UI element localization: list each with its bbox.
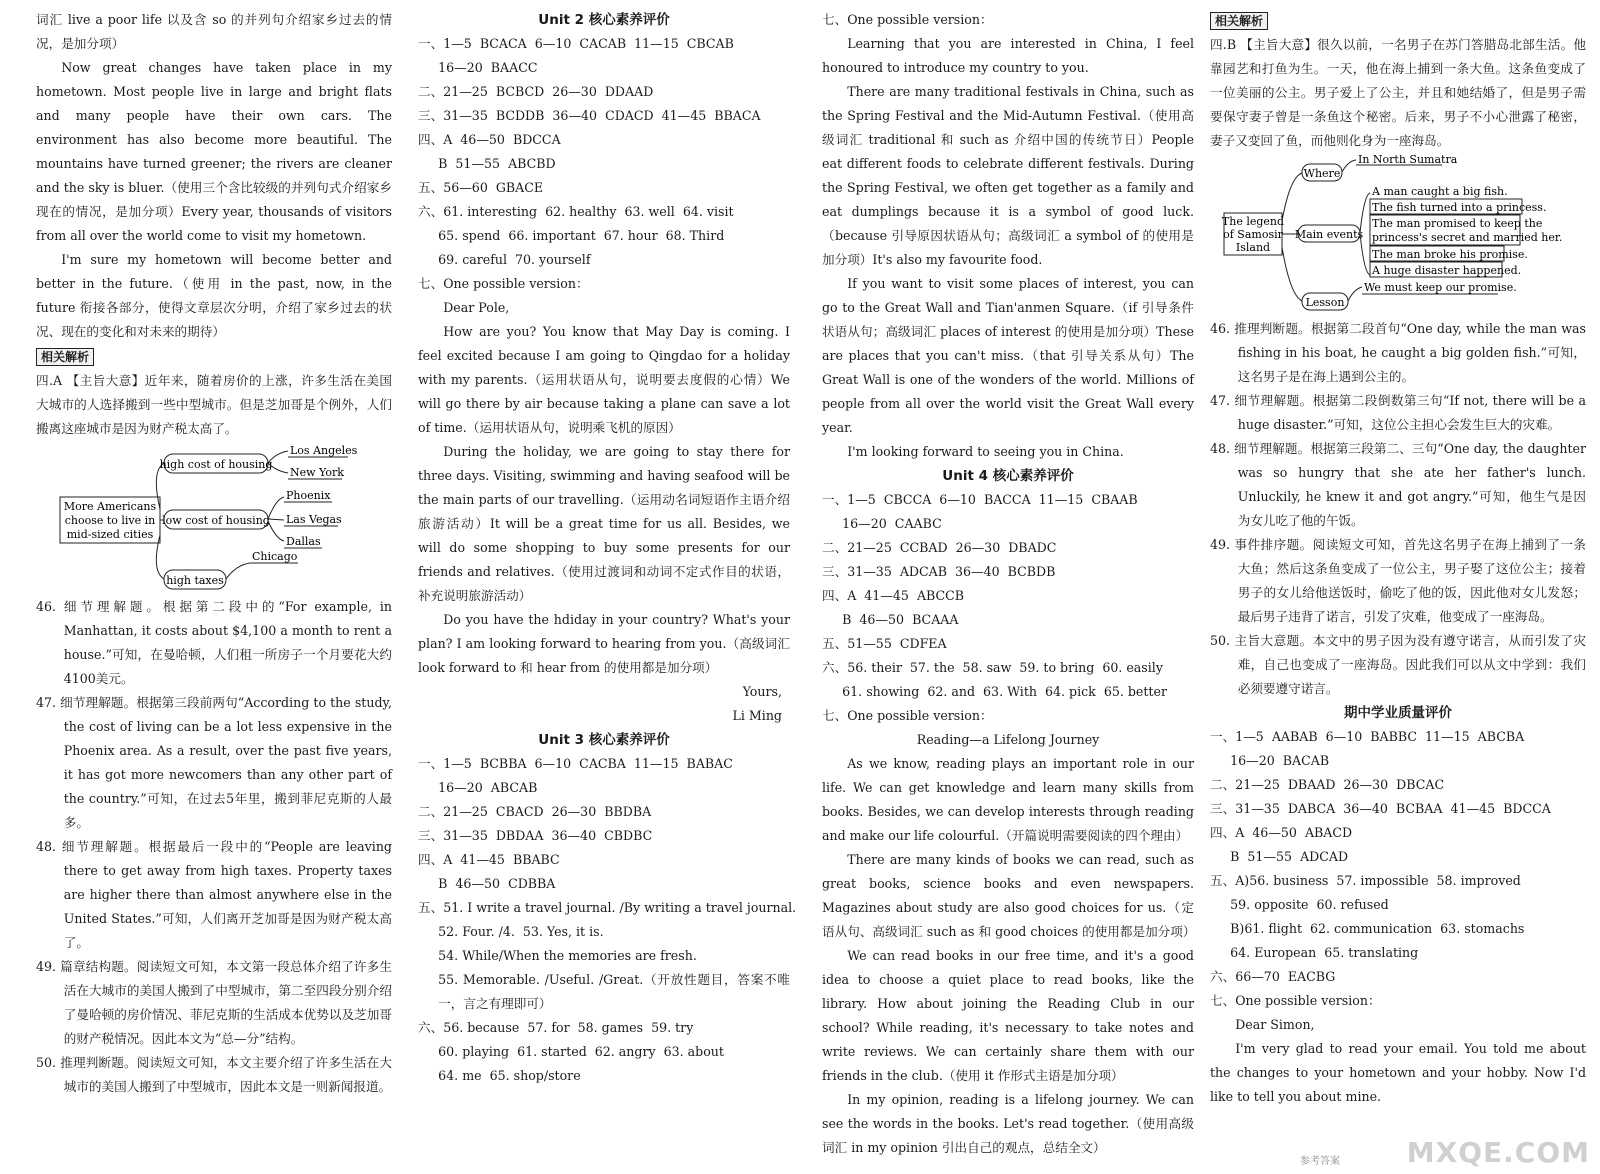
answer-line: 61. showing 62. and 63. With 64. pick 65. better [842,684,1167,699]
branch-label: Main events [1294,228,1364,241]
answer-line: 16—20 BAACC [438,60,538,75]
leaf-label: Las Vegas [286,513,342,526]
answer-line: 七、One possible version： [822,708,993,723]
question-explanation: 47. 细节理解题。根据第三段前两句“According to the study, the cost of living can be a lot less expensive in the Phoenix area. As a result, over the past five years, it has got more newcomers than any other part of the country.”可知，在过去5年里，搬到菲尼克斯的人最多。 [36,695,392,830]
answer-line: 一、1—5 BCACA 6—10 CACAB 11—15 CBCAB [418,36,734,51]
letter-signature: Li Ming [732,708,782,723]
essay-paragraph: I'm looking forward to seeing you in China. [847,444,1124,459]
answer-line: 64. European 65. translating [1230,945,1419,960]
branch-label: high cost of housing [159,458,273,471]
paragraph: 词汇 live a poor life 以及含 so 的并列句介绍家乡过去的情况，是加分项） [36,12,392,51]
answer-line: 七、One possible version： [418,276,589,291]
answer-line: 16—20 ABCAB [438,780,538,795]
answer-line: 三、31—35 BCDDB 36—40 CDACD 41—45 BBACA [418,108,761,123]
essay-paragraph: If you want to visit some places of interest, you can go to the Great Wall and Tian'anmen Square.（if 引导条件状语从句；高级词汇 places of interest 的使用是加分项）These are places that you can't miss.（that 引导关系从句）The Great Wall is one of the wonders of the world. Millions of people from all over the world visit the Great Wall every year. [822,276,1194,435]
answer-line: 59. opposite 60. refused [1230,897,1389,912]
answer-line: 16—20 CAABC [842,516,942,531]
connector-line [1360,193,1370,233]
page-footer: 参考答案 [1300,1156,1340,1167]
letter-salutation: Dear Simon, [1235,1017,1315,1032]
letter-closing: Yours, [742,684,782,699]
essay-paragraph: During the holiday, we are going to stay there for three days. Visiting, swimming and having seafood will be the main parts of our travelling.（运用动名词短语作主语介绍旅游活动）It will be a great time for us all. Besides, we will do some shopping to buy some presents for our friends and relatives.（使用过渡词和动词不定式作目的状语，补充说明旅游活动） [418,444,790,603]
mind-map-diagram [1210,155,1586,315]
leaf-label: Phoenix [286,489,331,502]
mind-map-center-line: mid-sized cities [66,528,154,541]
answer-line: 54. While/When the memories are fresh. [438,948,697,963]
paragraph: Now great changes have taken place in my hometown. Most people live in large and bright flats and many people have their own cars. The environment has also become more beautiful. The mountains have turned greener; the rivers are cleaner and the sky is bluer.（使用三个含比较级的并列句式介绍家乡现在的情况，是加分项）Every year, thousands of visitors from all over the world come to visit my hometown. [36,60,392,243]
mind-map-diagram [36,443,392,593]
leaf-label: Dallas [286,535,321,548]
essay-paragraph: Do you have the hdiday in your country? What's your plan? I am looking forward to hearing from you.（高级词汇 look forward to 和 hear from 的使用都是加分项） [418,612,790,675]
leaf-label: Chicago [252,550,298,563]
answer-line: 六、56. their 57. the 58. saw 59. to bring 60. easily [822,660,1163,675]
connector-line [1282,247,1302,301]
answer-line: 二、21—25 DBAAD 26—30 DBCAC [1210,777,1445,792]
essay-paragraph: How are you? You know that May Day is coming. I feel excited because I am going to Qingdao for a holiday with my parents.（运用状语从句，说明要去度假的心情）We will go there by air because taking a plane can save a lot of time.（运用状语从句，说明乘飞机的原因） [418,324,790,435]
connector-line [268,521,284,541]
leaf-label: New York [290,466,344,479]
section-title: Unit 4 核心素养评价 [942,468,1074,484]
answer-line: 五、A)56. business 57. impossible 58. improved [1210,873,1521,888]
answer-line: 三、31—35 DBDAA 36—40 CBDBC [418,828,653,843]
answer-line: B)61. flight 62. communication 63. stomachs [1230,921,1525,936]
answer-line: 69. careful 70. yourself [438,252,591,267]
branch-label: low cost of housing [162,514,270,527]
answer-line: 六、61. interesting 62. healthy 63. well 64. visit [418,204,734,219]
answer-line: 三、31—35 ADCAB 36—40 BCBDB [822,564,1056,579]
paragraph: I'm sure my hometown will become better and better in the future.（使用 in the past, now, in the future 衔接各部分，使得文章层次分明，介绍了家乡过去的状况、现在的变化和对未来的期待） [36,252,392,339]
related-analysis-tag: 相关解析 [1210,12,1268,30]
leaf-label: The man promised to keep the [1372,217,1543,230]
answer-line: 四、A 41—45 ABCCB [822,588,965,603]
branch-label: Where [1303,167,1341,180]
answer-line: B 46—50 CDBBA [438,876,556,891]
essay-paragraph: I'm very glad to read your email. You told me about the changes to your hometown and your hobby. Now I'd like to tell you about mine. [1210,1041,1586,1104]
answer-line: B 51—55 ABCBD [438,156,556,171]
mind-map-legend [1210,155,1586,315]
answer-line: 55. Memorable. /Useful. /Great.（开放性题目，答案不唯一，言之有理即可） [438,972,790,1011]
answer-line: 五、56—60 GBACE [418,180,544,195]
column-1 [36,8,392,1099]
leaf-label: princess's secret and married her. [1372,231,1563,244]
section-title: Unit 2 核心素养评价 [538,12,670,28]
question-explanation: 50. 主旨大意题。本文中的男子因为没有遵守诺言，从而引发了灾难，自己也变成了一座海岛。因此我们可以从文中学到：我们必须要遵守诺言。 [1210,633,1586,696]
mind-map-cities [36,443,392,593]
leaf-label: A man caught a big fish. [1372,185,1508,198]
answer-line: 一、1—5 AABAB 6—10 BABBC 11—15 ABCBA [1210,729,1525,744]
essay-paragraph: Learning that you are interested in China, I feel honoured to introduce my country to you. [822,36,1194,75]
answer-line: 四、A 46—50 ABACD [1210,825,1353,840]
answer-line: 四、A 46—50 BDCCA [418,132,561,147]
answer-line: 二、21—25 BCBCD 26—30 DDAAD [418,84,654,99]
answer-line: 64. me 65. shop/store [438,1068,581,1083]
question-explanation: 48. 细节理解题。根据最后一段中的“People are leaving there to get away from high taxes. Property taxes are higher there than almost anywhere else in the United States.”可知，人们离开芝加哥是因为财产税太高了。 [36,839,392,950]
section-title: 期中学业质量评价 [1344,705,1452,721]
answer-line: 六、66—70 EACBG [1210,969,1336,984]
answer-line: 16—20 BACAB [1230,753,1330,768]
question-explanation: 50. 推理判断题。阅读短文可知，本文主要介绍了许多生活在大城市的美国人搬到了中型城市，因此本文是一则新闻报道。 [36,1055,392,1094]
mind-map-center-line: of Samosir [1223,228,1283,241]
connector-line [1348,287,1362,301]
answer-line: 五、51—55 CDFEA [822,636,947,651]
branch-label: high taxes [166,574,224,587]
essay-paragraph: There are many traditional festivals in China, such as the Spring Festival and the Mid-Autumn Festival.（使用高级词汇 traditional 和 such as 介绍中国的传统节日）People eat different foods to celebrate different festivals. During the Spring Festival, we often get together as a family and eat dumplings because it is a symbol of good luck.（because 引导原因状语从句；高级词汇 a symbol of 的使用是加分项）It's also my favourite food. [822,84,1194,267]
answer-line: 一、1—5 CBCCA 6—10 BACCA 11—15 CBAAB [822,492,1138,507]
leaf-label: Los Angeles [290,444,358,457]
question-explanation: 48. 细节理解题。根据第三段第二、三句“One day, the daughter was so hungry that she ate her father's lunch. Unluckily, he knew it and got angry.”可知，他生气是因为女儿吃了他的午饭。 [1210,441,1586,528]
letter-salutation: Dear Pole, [443,300,510,315]
connector-line [1282,173,1302,221]
connector-line [268,519,284,520]
leaf-label: The fish turned into a princess. [1372,201,1547,214]
answer-line: 三、31—35 DABCA 36—40 BCBAA 41—45 BDCCA [1210,801,1551,816]
answer-line: 52. Four. /4. 53. Yes, it is. [438,924,604,939]
leaf-label: The man broke his promise. [1372,248,1528,261]
answer-line: 二、21—25 CBACD 26—30 BBDBA [418,804,652,819]
branch-label: Lesson [1305,296,1345,309]
paragraph: 四.B 【主旨大意】很久以前，一名男子在苏门答腊岛北部生活。他靠园艺和打鱼为生。一天，他在海上捕到一条大鱼。这条鱼变成了一位美丽的公主。男子爱上了公主，并且和她结婚了，但是男子需要保守妻子曾是一条鱼这个秘密。后来，男子不小心泄露了秘密，妻子又变回了鱼，而他则化身为一座海岛。 [1210,37,1586,148]
connector-line [226,563,250,579]
leaf-label: We must keep our promise. [1364,281,1517,294]
mind-map-center-line: More Americans [63,500,157,513]
answer-line: B 51—55 ADCAD [1230,849,1349,864]
question-explanation: 47. 细节理解题。根据第二段倒数第三句“If not, there will be a huge disaster.”可知，这位公主担心会发生巨大的灾难。 [1210,393,1586,432]
answer-line: 二、21—25 CCBAD 26—30 DBADC [822,540,1057,555]
essay-paragraph: As we know, reading plays an important role in our life. We can get knowledge and learn many skills from books. Besides, we can develop interests through reading and make our life colourful.（开篇说明需要阅读的四个理由） [822,756,1194,843]
essay-paragraph: There are many kinds of books we can read, such as great books, science books and even newspapers. Magazines about study are also good choices for us.（定语从句、高级词汇 such as 和 good choices 的使用都是加分项） [822,852,1196,939]
answer-line: 60. playing 61. started 62. angry 63. about [438,1044,724,1059]
column-4 [1210,8,1586,1109]
question-explanation: 46. 细节理解题。根据第二段中的“For example, in Manhattan, it costs about $4,100 a month to rent a house.”可知，在曼哈顿，人们租一所房子一个月要花大约4100美元。 [36,599,392,686]
answer-line: B 46—50 BCAAA [842,612,959,627]
leaf-label: In North Sumatra [1358,155,1458,166]
answer-line: 六、56. because 57. for 58. games 59. try [418,1020,694,1035]
column-2 [418,8,797,1088]
paragraph: 四.A 【主旨大意】近年来，随着房价的上涨，许多生活在美国大城市的人选择搬到一些中型城市。但是芝加哥是个例外，人们搬离这座城市是因为财产税太高了。 [36,373,392,436]
essay-paragraph: In my opinion, reading is a lifelong journey. We can see the words in the books. Let's read together.（使用高级词汇 in my opinion 引出自己的观点，总结全文） [822,1092,1194,1155]
watermark: MXQE.COM [1406,1136,1590,1169]
question-explanation: 49. 篇章结构题。阅读短文可知，本文第一段总体介绍了许多生活在大城市的美国人搬到了中型城市，第二至四段分别介绍了曼哈顿的房价情况、菲尼克斯的生活成本优势以及芝加哥的财产税情况。因此本文为“总—分”结构。 [36,959,392,1046]
related-analysis-tag: 相关解析 [36,348,94,366]
mind-map-center-line: Island [1235,241,1271,254]
column-3 [822,8,1194,1160]
answer-line: 七、One possible version： [822,12,993,27]
mind-map-center-line: choose to live in [64,514,156,527]
section-title: Unit 3 核心素养评价 [538,732,670,748]
connector-line [268,497,284,519]
mind-map-center-line: The legend [1221,215,1285,228]
answer-line: 65. spend 66. important 67. hour 68. Third [438,228,725,243]
connector-line [1342,160,1356,172]
answer-line: 四、A 41—45 BBABC [418,852,560,867]
leaf-label: A huge disaster happened. [1372,264,1522,277]
answer-line: 五、51. I write a travel journal. /By writing a travel journal. [418,900,797,915]
answer-line: 一、1—5 BCBBA 6—10 CACBA 11—15 BABAC [418,756,733,771]
question-explanation: 49. 事件排序题。阅读短文可知，首先这名男子在海上捕到了一条大鱼；然后这条鱼变成了一位公主，男子娶了这位公主；接着男子的女儿给他送饭时，偷吃了他的饭，因此他对女儿发怒；最后男子违背了诺言，引发了灾难，他变成了一座海岛。 [1210,537,1586,624]
essay-paragraph: We can read books in our free time, and it's a good idea to choose a quiet place to read books, like the library. How about joining the Reading Club in our school? While reading, it's necessary to take notes and write reviews. We can certainly share them with our friends in the club.（使用 it 作形式主语是加分项） [822,948,1194,1083]
question-explanation: 46. 推理判断题。根据第二段首句“One day, while the man was fishing in his boat, he caught a big golden fish.”可知，这名男子是在海上遇到公主的。 [1210,321,1586,384]
answer-line: 七、One possible version： [1210,993,1381,1008]
essay-title: Reading—a Lifelong Journey [916,732,1100,747]
